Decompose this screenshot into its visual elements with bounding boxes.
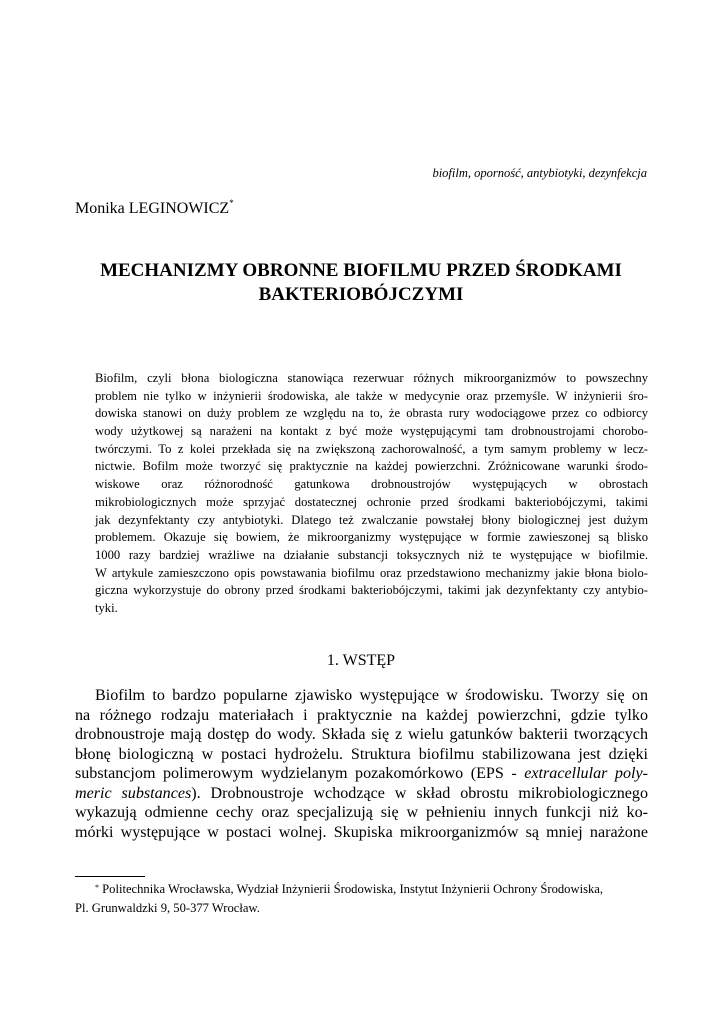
author-name-text: Monika LEGINOWICZ — [75, 200, 230, 217]
abstract-line: wiskowe oraz różnorodność gatunkowa drobnoustrojów występujących w obrostach — [95, 477, 648, 492]
paper-title-line-1: MECHANIZMY OBRONNE BIOFILMU PRZED ŚRODKAMI — [100, 260, 622, 281]
body-line: na różnego rodzaju materiałach i praktycznie na każdej powierzchni, gdzie tylko — [75, 706, 648, 724]
body-line: mórki występujące w postaci wolnej. Skupiska mikroorganizmów są mniej narażone — [75, 823, 648, 841]
body-line: Biofilm to bardzo popularne zjawisko występujące w środowisku. Tworzy się on — [95, 687, 648, 704]
abstract-line: problemem. Okazuje się bowiem, że mikroorganizmy występujące w formie zawieszonej są blisko — [95, 530, 648, 545]
body-line — [75, 784, 648, 804]
abstract-line: W artykule zamieszczono opis powstawania biofilmu oraz przedstawiono mechanizmy jakie błona biolo- — [95, 565, 648, 580]
author-footnote-marker: * — [229, 198, 234, 208]
author-name — [75, 200, 234, 218]
abstract — [95, 370, 648, 618]
abstract-line: nictwie. Bofilm może tworzyć się praktycznie na każdej powierzchni. Zróżnicowane warunki środo- — [95, 459, 648, 474]
body-line — [75, 764, 648, 784]
abstract-line: jak dezynfektanty czy antybiotyki. Dlatego też zwalczanie powstałej błony biologicznej jest dużym — [95, 512, 648, 527]
abstract-line: tyki. — [95, 600, 118, 615]
abstract-line: mikrobiologicznych może sprzyjać dostatecznej ochronie przed środkami bakteriobójczymi, takimi — [95, 494, 648, 509]
footnote-line — [75, 880, 648, 899]
body-line: wykazują odmienne cechy oraz specjalizują się w pełnieniu innych funkcji niż ko- — [75, 804, 648, 821]
paper-title — [75, 259, 647, 307]
body-italic-span: extracellular poly- — [524, 765, 648, 782]
abstract-line: dowiska stanowi on duży problem ze względu na to, że obrasta rury wodociągowe przez co odbiorcy — [95, 406, 648, 421]
abstract-line: Biofilm, czyli błona biologiczna stanowiąca rezerwuar różnych mikroorganizmów to powszechny — [95, 371, 648, 385]
body-line: błonę biologiczną w postaci hydrożelu. Struktura biofilmu stabilizowana jest dzięki — [75, 745, 648, 763]
abstract-line: problem nie tylko w inżynierii środowiska, ale także w medycynie oraz przemyśle. W inżynierii śro- — [95, 388, 648, 403]
footnote-divider — [75, 876, 145, 877]
body-text-span: substancjom polimerowym wydzielanym pozakomórkowo (EPS - — [75, 765, 525, 782]
keywords: biofilm, oporność, antybiotyki, dezynfekcja — [432, 166, 647, 180]
footnote-marker: * — [95, 883, 99, 892]
body-text-span: ). Drobnoustroje wchodzące w skład obrostu mikrobiologicznego — [191, 784, 648, 802]
body-paragraph — [75, 686, 648, 842]
abstract-line: twórczymi. To z kolei przekłada się na zwiększoną zachorowalność, a tym samym problemy w lecz- — [95, 441, 648, 456]
abstract-line: 1000 razy bardziej wrażliwe na działanie substancji toksycznych niż te występujące w biofilmie. — [95, 547, 648, 562]
footnote-affiliation: Politechnika Wrocławska, Wydział Inżynierii Środowiska, Instytut Inżynierii Ochrony Środowiska, — [99, 882, 604, 896]
abstract-line: wody użytkowej są narażeni na kontakt z być może występującymi tam drobnoustrojami chorobo- — [95, 424, 648, 439]
abstract-line: giczna wykorzystuje do obrony przed środkami bakteriobójczymi, takimi jak dezynfektanty czy antybio- — [95, 583, 648, 598]
body-italic-span: meric substances — [75, 784, 192, 802]
section-heading: 1. WSTĘP — [326, 652, 396, 669]
footnote — [75, 880, 648, 917]
body-line: drobnoustroje mają dostęp do wody. Składa się z wielu gatunków bakterii tworzących — [75, 726, 648, 743]
footnote-line: Pl. Grunwaldzki 9, 50-377 Wrocław. — [75, 900, 260, 915]
paper-title-line-2: BAKTERIOBÓJCZYMI — [258, 284, 464, 305]
